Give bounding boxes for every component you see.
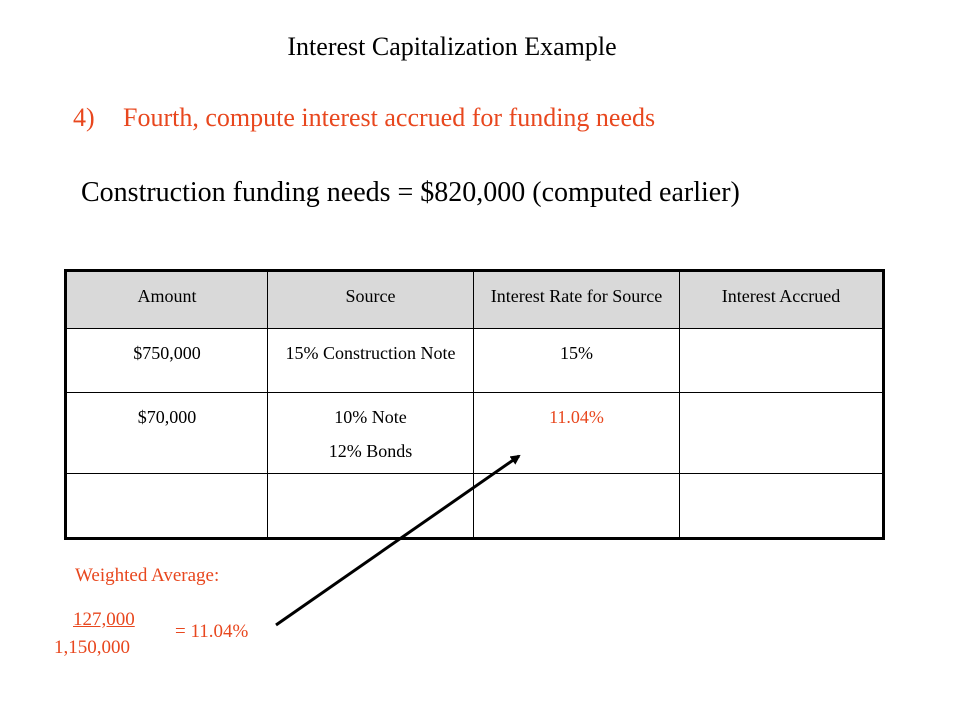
source-line: 10% Note [334, 406, 407, 427]
header-source: Source [268, 271, 474, 329]
weighted-average-result: = 11.04% [175, 621, 249, 642]
header-amount: Amount [66, 271, 268, 329]
cell-amount: $70,000 [66, 392, 268, 474]
source-line: 12% Bonds [328, 440, 413, 461]
slide-title: Interest Capitalization Example [287, 32, 617, 61]
weighted-average-label: Weighted Average: [75, 565, 220, 586]
weighted-average-numerator: 127,000 [73, 609, 135, 630]
step-text: Fourth, compute interest accrued for funding needs [123, 103, 656, 132]
step-number: 4) [73, 103, 95, 132]
weighted-average-denominator: 1,150,000 [54, 637, 130, 658]
header-interest-accrued: Interest Accrued [680, 271, 884, 329]
source-line: 15% Construction Note [285, 343, 456, 363]
cell-rate: 11.04% [474, 392, 680, 474]
funding-needs-statement: Construction funding needs = $820,000 (computed earlier) [81, 177, 740, 208]
header-interest-rate: Interest Rate for Source [474, 271, 680, 329]
cell-amount: $750,000 [66, 329, 268, 393]
cell-rate: 15% [474, 329, 680, 393]
arrow-line [276, 456, 519, 625]
